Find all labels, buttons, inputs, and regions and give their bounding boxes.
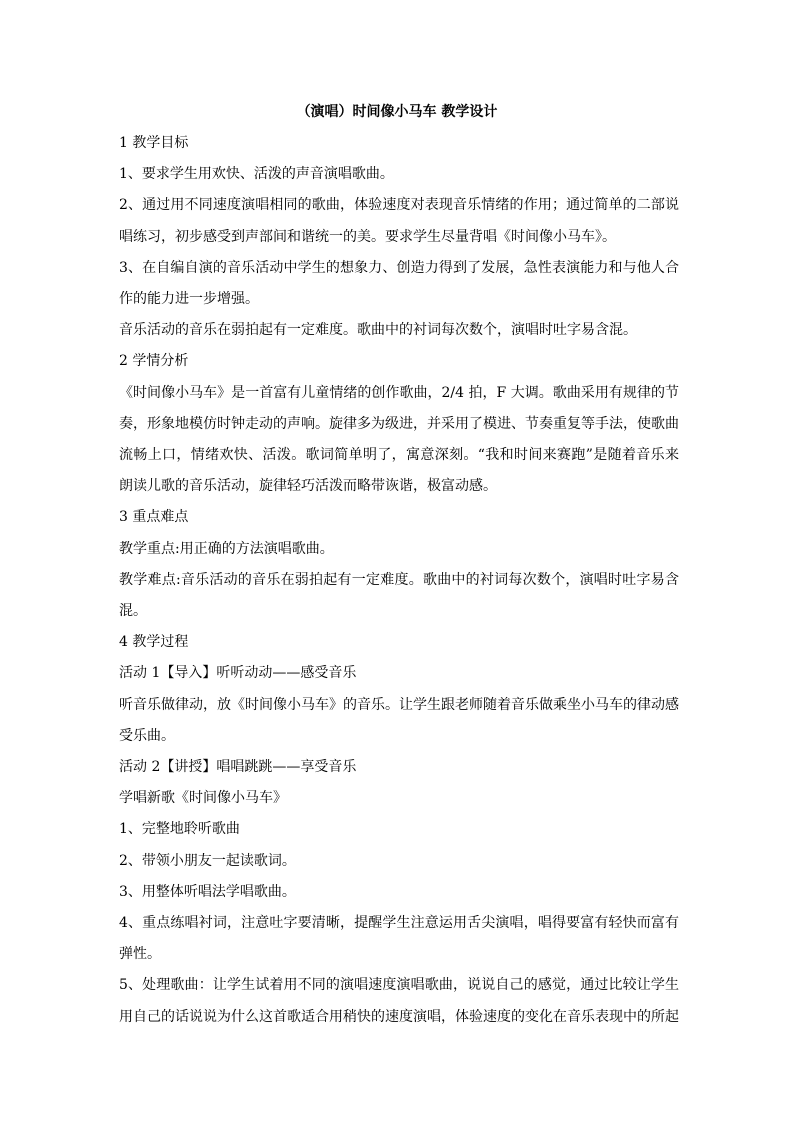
- section-heading-student-analysis: 2 学情分析: [119, 353, 189, 370]
- section-heading-teaching-process: 4 教学过程: [119, 634, 189, 651]
- activity-2-intro: 学唱新歌《时间像小马车》: [119, 790, 287, 807]
- document-body: [119, 128, 679, 1033]
- goal-item-1: 1、要求学生用欢快、活泼的声音演唱歌曲。: [119, 166, 394, 183]
- activity-2-step-2: 2、带领小朋友一起读歌词。: [119, 852, 296, 869]
- activity-2-step-1: 1、完整地聆听歌曲: [119, 821, 240, 838]
- goal-item-3: 3、在自编自演的音乐活动中学生的想象力、创造力得到了发展，急性表演能力和与他人合作的能力进一步增强。: [119, 259, 679, 308]
- activity-1-text: 听音乐做律动，放《时间像小马车》的音乐。让学生跟老师随着音乐做乘坐小马车的律动感受乐曲。: [119, 696, 679, 744]
- section-heading-teaching-goals: 1 教学目标: [119, 135, 189, 151]
- section-heading-key-points: 3 重点难点: [119, 509, 189, 526]
- activity-1-heading: 活动 1【导入】听听动动——感受音乐: [119, 665, 357, 682]
- difficulty-text: 教学难点:音乐活动的音乐在弱拍起有一定难度。歌曲中的衬词每次数个，演唱时吐字易含混。: [119, 571, 679, 620]
- activity-2-step-3: 3、用整体听唱法学唱歌曲。: [119, 883, 296, 900]
- activity-2-step-5: 5、处理歌曲：让学生试着用不同的演唱速度演唱歌曲，说说自己的感觉，通过比较让学生用自己的话说说为什么这首歌适合用稍快的速度演唱，体验速度的变化在音乐表现中的所起: [119, 977, 679, 1025]
- activity-2-heading: 活动 2【讲授】唱唱跳跳——享受音乐: [119, 759, 357, 776]
- key-point-text: 教学重点:用正确的方法演唱歌曲。: [119, 540, 334, 557]
- goal-item-2: 2、通过用不同速度演唱相同的歌曲，体验速度对表现音乐情绪的作用；通过简单的二部说唱练习，初步感受到声部间和谐统一的美。要求学生尽量背唱《时间像小马车》。: [119, 197, 679, 245]
- document-title: （演唱）时间像小马车 教学设计: [296, 104, 498, 120]
- goal-note: 音乐活动的音乐在弱拍起有一定难度。歌曲中的衬词每次数个，演唱时吐字易含混。: [119, 322, 637, 339]
- student-analysis-text: 《时间像小马车》是一首富有儿童情绪的创作歌曲，2/4 拍，F 大调。歌曲采用有规律的节奏，形象地模仿时钟走动的声响。旋律多为级进，并采用了模进、节奏重复等手法，使歌曲流畅上口，情绪欢快、活泼。歌词简单明了，寓意深刻。“我和时间来赛跑”是随着音乐来朗读儿歌的音乐活动，旋律轻巧活泼而略带诙谐，极富动感。: [119, 384, 679, 495]
- activity-2-step-4: 4、重点练唱衬词，注意吐字要清晰，提醒学生注意运用舌尖演唱，唱得要富有轻快而富有弹性。: [119, 915, 679, 963]
